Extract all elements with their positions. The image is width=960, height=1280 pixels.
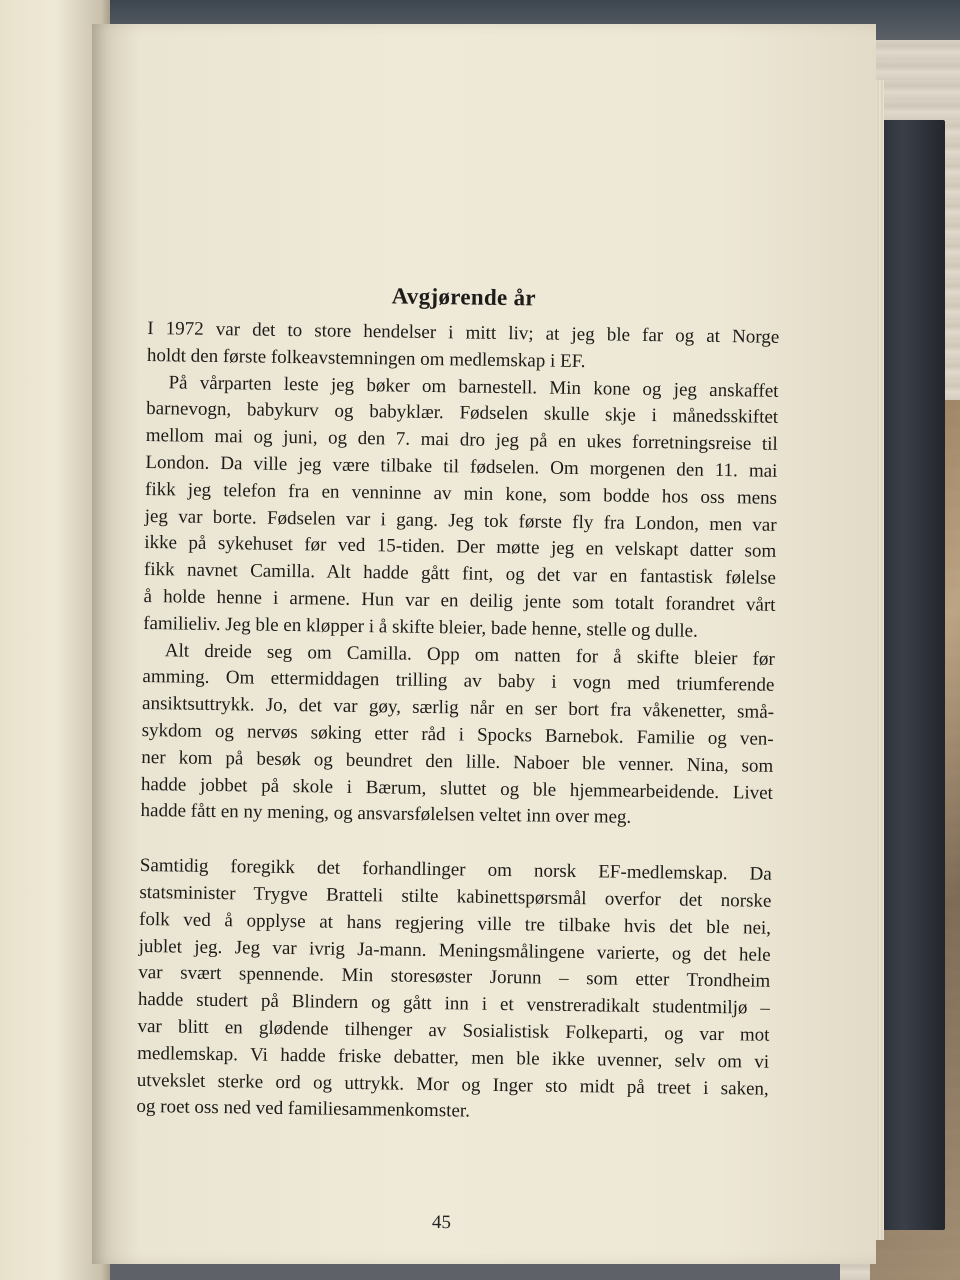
paragraph-4 <box>136 853 772 1130</box>
text-line: å holde henne i armene. Hun var en deilig jente som totalt forandret vårt <box>143 585 776 616</box>
text-line: Samtidig foregikk det forhandlinger om norsk EF-medlemskap. Da <box>139 855 772 885</box>
text-line: hadde fått en ny mening, og ansvarsfølelsen veltet inn over meg. <box>140 800 632 829</box>
text-line: I 1972 var det to store hendelser i mitt liv; at jeg ble far og at Norge <box>147 317 780 348</box>
text-line: utvekslet sterke ord og uttrykk. Mor og Inger sto midt på treet i saken, <box>136 1069 769 1100</box>
page-number: 45 <box>431 1211 452 1234</box>
text-line: barnevogn, babykurv og babyklær. Fødselen skulle skje i månedsskiftet <box>146 398 779 429</box>
text-line: familieliv. Jeg ble en kløpper i å skifte bleier, bade henne, stelle og dulle. <box>143 612 698 642</box>
text-line: sykdom og nervøs søking etter råd i Spocks Barnebok. Familie og ven- <box>141 719 774 750</box>
text-line: holdt den første folkeavstemningen om medlemskap i EF. <box>146 344 586 372</box>
text-line: ansiktsuttrykk. Jo, det var gøy, særlig når en ser bort fra våkenetter, små- <box>141 693 775 723</box>
text-line: medlemskap. Vi hadde friske debatter, men ble ikke uvenner, selv om vi <box>137 1042 770 1073</box>
text-line: hadde jobbet på skole i Bærum, sluttet og ble hjemmearbeidende. Livet <box>140 773 774 804</box>
text-line: var blitt en glødende tilhenger av Sosialistisk Folkeparti, og var mot <box>137 1015 770 1046</box>
text-line: Alt dreide seg om Camilla. Opp om natten for å skifte bleier før <box>164 639 775 670</box>
text-line: ner kom på besøk og beundret den lille. Naboer ble venner. Nina, som <box>141 746 774 777</box>
book-cover-edge <box>875 120 945 1230</box>
text-line: folk ved å opplyse at hans regjering ville tre tilbake hvis det ble nei, <box>138 908 772 939</box>
text-line: fikk jeg telefon fra en venninne av min kone, som bodde hos oss mens <box>144 478 778 509</box>
paragraph-2 <box>143 370 779 647</box>
text-line: mellom mai og juni, og den 7. mai dro jeg på en ukes forretningsreise til <box>145 425 778 455</box>
text-line: På vårparten leste jeg bøker om barnestell. Min kone og jeg anskaffet <box>168 371 779 402</box>
text-line: og roet oss ned ved familiesammenkomster. <box>136 1096 471 1122</box>
text-line: hadde studert på Blindern og gått inn i et venstreradikalt studentmiljø – <box>137 989 771 1019</box>
page-content <box>136 280 780 1130</box>
paragraph-1 <box>147 316 780 378</box>
paragraph-3 <box>140 638 775 834</box>
text-line: statsminister Trygve Bratteli stilte kabinettspørsmål overfor det norske <box>139 881 772 912</box>
chapter-title: Avgjørende år <box>391 283 537 311</box>
text-line: ikke på sykehuset før ved 15-tiden. Der møtte jeg en velskapt datter som <box>144 532 777 563</box>
text-line: var svært spennende. Min storesøster Jorunn – som etter Trondheim <box>138 962 771 993</box>
text-line: jeg var borte. Fødselen var i gang. Jeg tok første fly fra London, men var <box>144 505 777 536</box>
text-line: fikk navnet Camilla. Alt hadde gått fint, og det var en fantastisk følelse <box>143 559 777 589</box>
text-line: jublet jeg. Jeg var ivrig Ja-mann. Meningsmålingene varierte, og det hele <box>138 935 771 966</box>
text-line: amming. Om ettermiddagen trilling av baby i vogn med triumferende <box>142 666 775 697</box>
text-line: London. Da ville jeg være tilbake til fødselen. Om morgenen den 11. mai <box>145 451 778 482</box>
